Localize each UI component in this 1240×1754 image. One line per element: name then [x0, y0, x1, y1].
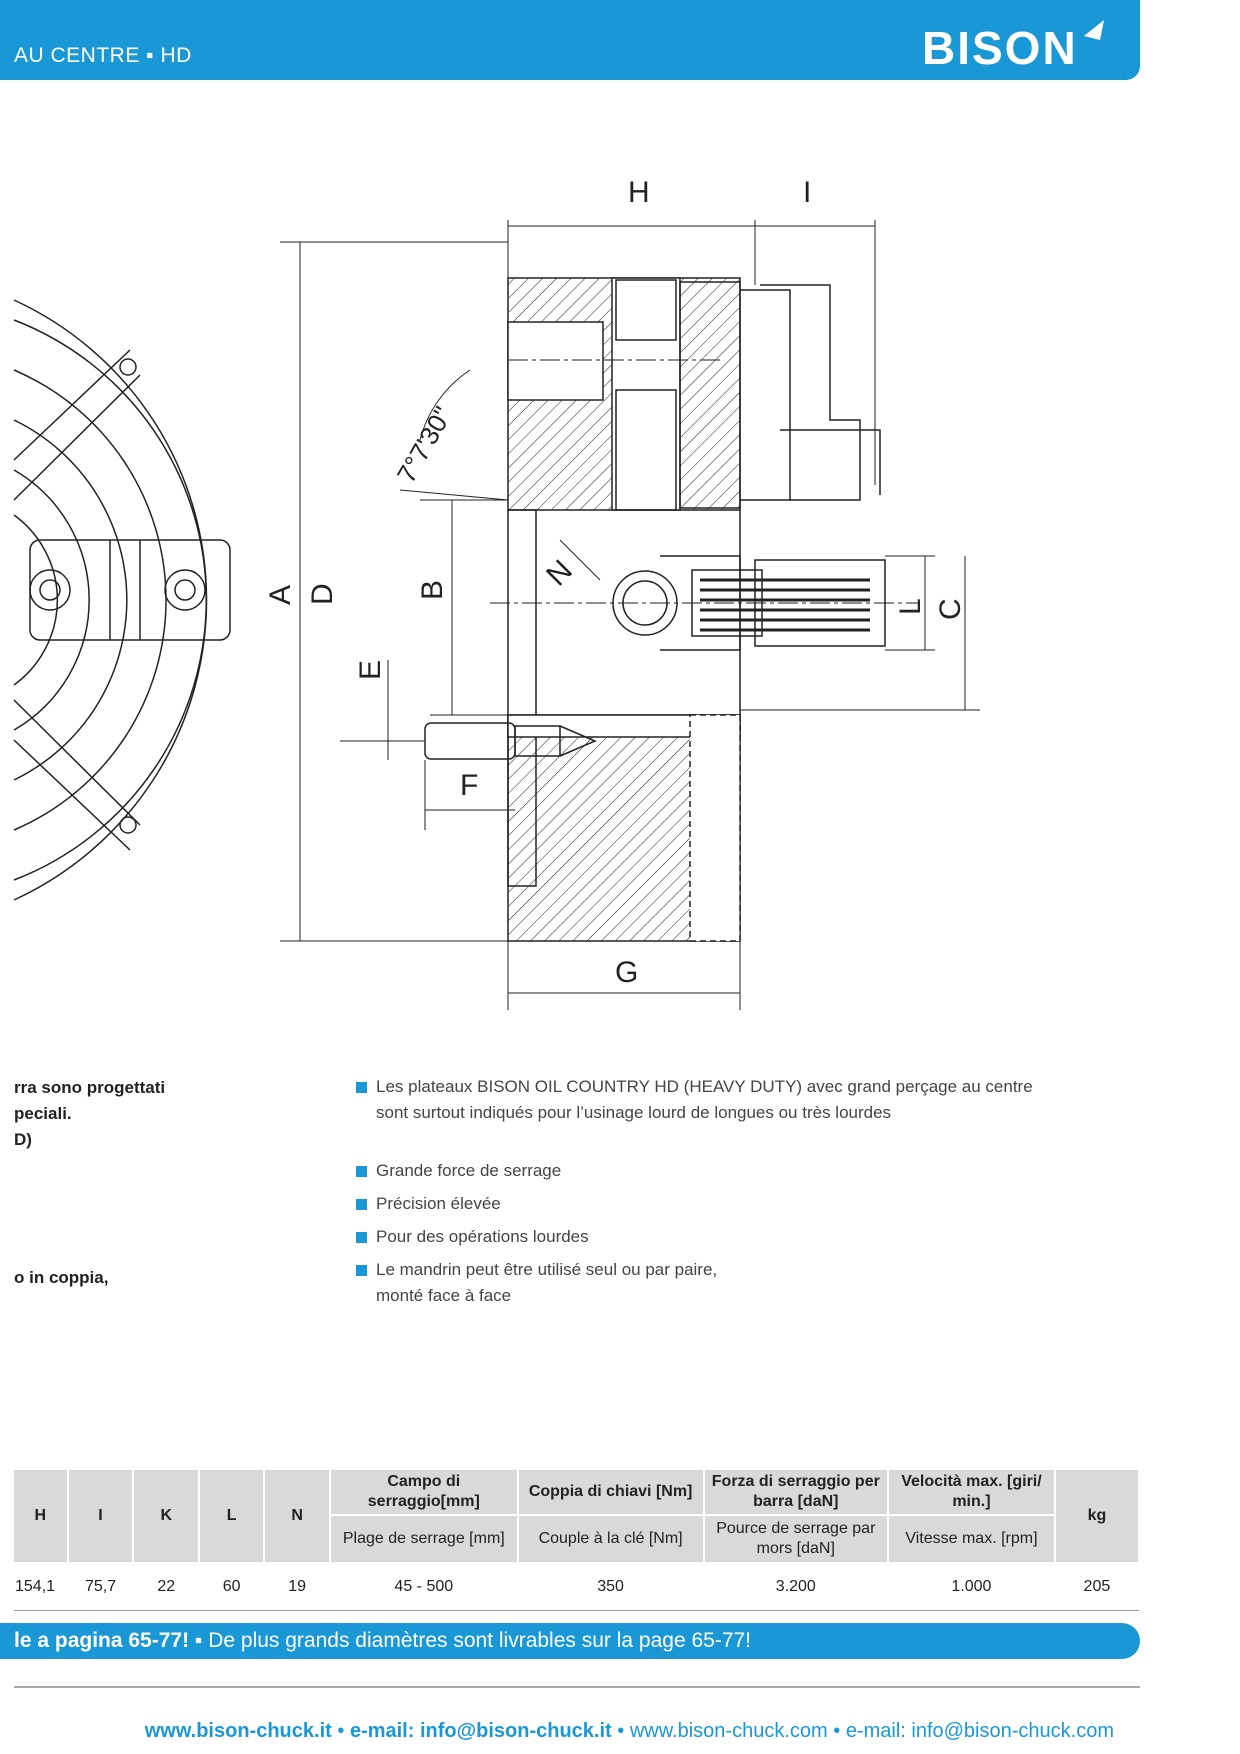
- angle-label: 7°7'30": [390, 401, 459, 488]
- col-header-campo-it: Campo di serraggio[mm]: [330, 1470, 518, 1515]
- bullet-line: Précision élevée: [376, 1194, 501, 1213]
- bullet-line: Les plateaux BISON OIL COUNTRY HD (HEAVY DUTY) avec grand perçage au centre: [376, 1077, 1033, 1096]
- it-fragment: o in coppia,: [14, 1268, 109, 1287]
- it-fragment: rra sono progettati: [14, 1078, 166, 1097]
- cell-n: 19: [264, 1563, 330, 1611]
- dim-label-l: L: [894, 598, 927, 615]
- cell-k: 22: [133, 1563, 199, 1611]
- footer-separator: •: [833, 1720, 841, 1742]
- bullet-line: monté face à face: [376, 1286, 512, 1305]
- bullet-square-icon: [356, 1166, 367, 1177]
- dim-label-d: D: [306, 583, 339, 605]
- col-subheader-forza-fr: Pource de serrage par mors [daN]: [704, 1515, 889, 1563]
- note-separator: ▪: [194, 1629, 203, 1652]
- col-header-i: I: [68, 1470, 134, 1563]
- table-header-row: [14, 1470, 1139, 1515]
- list-item: [356, 1158, 996, 1184]
- col-subheader-vel-fr: Vitesse max. [rpm]: [888, 1515, 1055, 1563]
- bullet-square-icon: [356, 1082, 367, 1093]
- table-row: [14, 1563, 1139, 1611]
- col-subheader-campo-fr: Plage de serrage [mm]: [330, 1515, 518, 1563]
- technical-drawing: [0, 170, 1240, 1050]
- col-subheader-coppia-fr: Couple à la clé [Nm]: [518, 1515, 704, 1563]
- note-fr: De plus grands diamètres sont livrables sur la page 65-77!: [208, 1629, 752, 1652]
- footer: [14, 1720, 1114, 1743]
- footer-email-com-link[interactable]: e-mail: info@bison-chuck.com: [845, 1720, 1114, 1742]
- footer-separator: •: [337, 1720, 345, 1742]
- cell-l: 60: [199, 1563, 264, 1611]
- footer-email-it-link[interactable]: e-mail: info@bison-chuck.it: [349, 1720, 612, 1742]
- bullet-line: Le mandrin peut être utilisé seul ou par paire,: [376, 1260, 718, 1279]
- dim-label-e: E: [354, 659, 387, 680]
- it-fragment: peciali.: [14, 1104, 72, 1123]
- it-fragment: D): [14, 1130, 32, 1149]
- col-header-coppia-it: Coppia di chiavi [Nm]: [518, 1470, 704, 1515]
- bullet-square-icon: [356, 1265, 367, 1276]
- col-header-n: N: [264, 1470, 330, 1563]
- header-title: AU CENTRE ▪ HD: [14, 44, 192, 67]
- svg-text:BISON: BISON: [922, 22, 1078, 72]
- dim-label-a: A: [264, 584, 297, 605]
- col-header-k: K: [133, 1470, 199, 1563]
- dim-label-b: B: [416, 579, 449, 600]
- dim-label-i: I: [803, 176, 812, 209]
- col-header-kg: kg: [1055, 1470, 1139, 1563]
- note-it: le a pagina 65-77!: [14, 1629, 190, 1652]
- col-header-h: H: [14, 1470, 68, 1563]
- dim-label-c: C: [934, 598, 967, 620]
- col-header-vel-it: Velocità max. [giri/ min.]: [888, 1470, 1055, 1515]
- list-item: [356, 1224, 996, 1250]
- dim-label-h: H: [628, 176, 650, 209]
- footer-divider: [14, 1686, 1140, 1688]
- bullet-square-icon: [356, 1199, 367, 1210]
- bison-logo: [922, 18, 1112, 72]
- footer-separator: •: [617, 1720, 625, 1742]
- dim-label-f: F: [460, 769, 479, 802]
- cell-i: 75,7: [68, 1563, 134, 1611]
- cell-campo: 45 - 500: [330, 1563, 518, 1611]
- list-item: [356, 1257, 996, 1309]
- note-bar: [0, 1623, 1140, 1659]
- dim-label-g: G: [615, 956, 639, 989]
- footer-web-com-link[interactable]: www.bison-chuck.com: [629, 1720, 828, 1742]
- cell-coppia: 350: [518, 1563, 704, 1611]
- bullet-line: Grande force de serrage: [376, 1161, 562, 1180]
- list-item: [356, 1191, 996, 1217]
- cell-h: 154,1: [14, 1563, 68, 1611]
- bullet-square-icon: [356, 1232, 367, 1243]
- footer-web-it-link[interactable]: www.bison-chuck.it: [144, 1720, 332, 1742]
- header-bar: [0, 0, 1140, 80]
- col-header-l: L: [199, 1470, 264, 1563]
- cell-vel: 1.000: [888, 1563, 1055, 1611]
- col-header-forza-it: Forza di serraggio per barra [daN]: [704, 1470, 889, 1515]
- cell-kg: 205: [1055, 1563, 1139, 1611]
- bullet-line: sont surtout indiqués pour l’usinage lourd de longues ou très lourdes: [376, 1103, 892, 1122]
- spec-table: [14, 1470, 1140, 1611]
- cell-forza: 3.200: [704, 1563, 889, 1611]
- bullet-line: Pour des opérations lourdes: [376, 1227, 589, 1246]
- list-item: [356, 1074, 1033, 1126]
- dim-label-n: N: [540, 553, 579, 593]
